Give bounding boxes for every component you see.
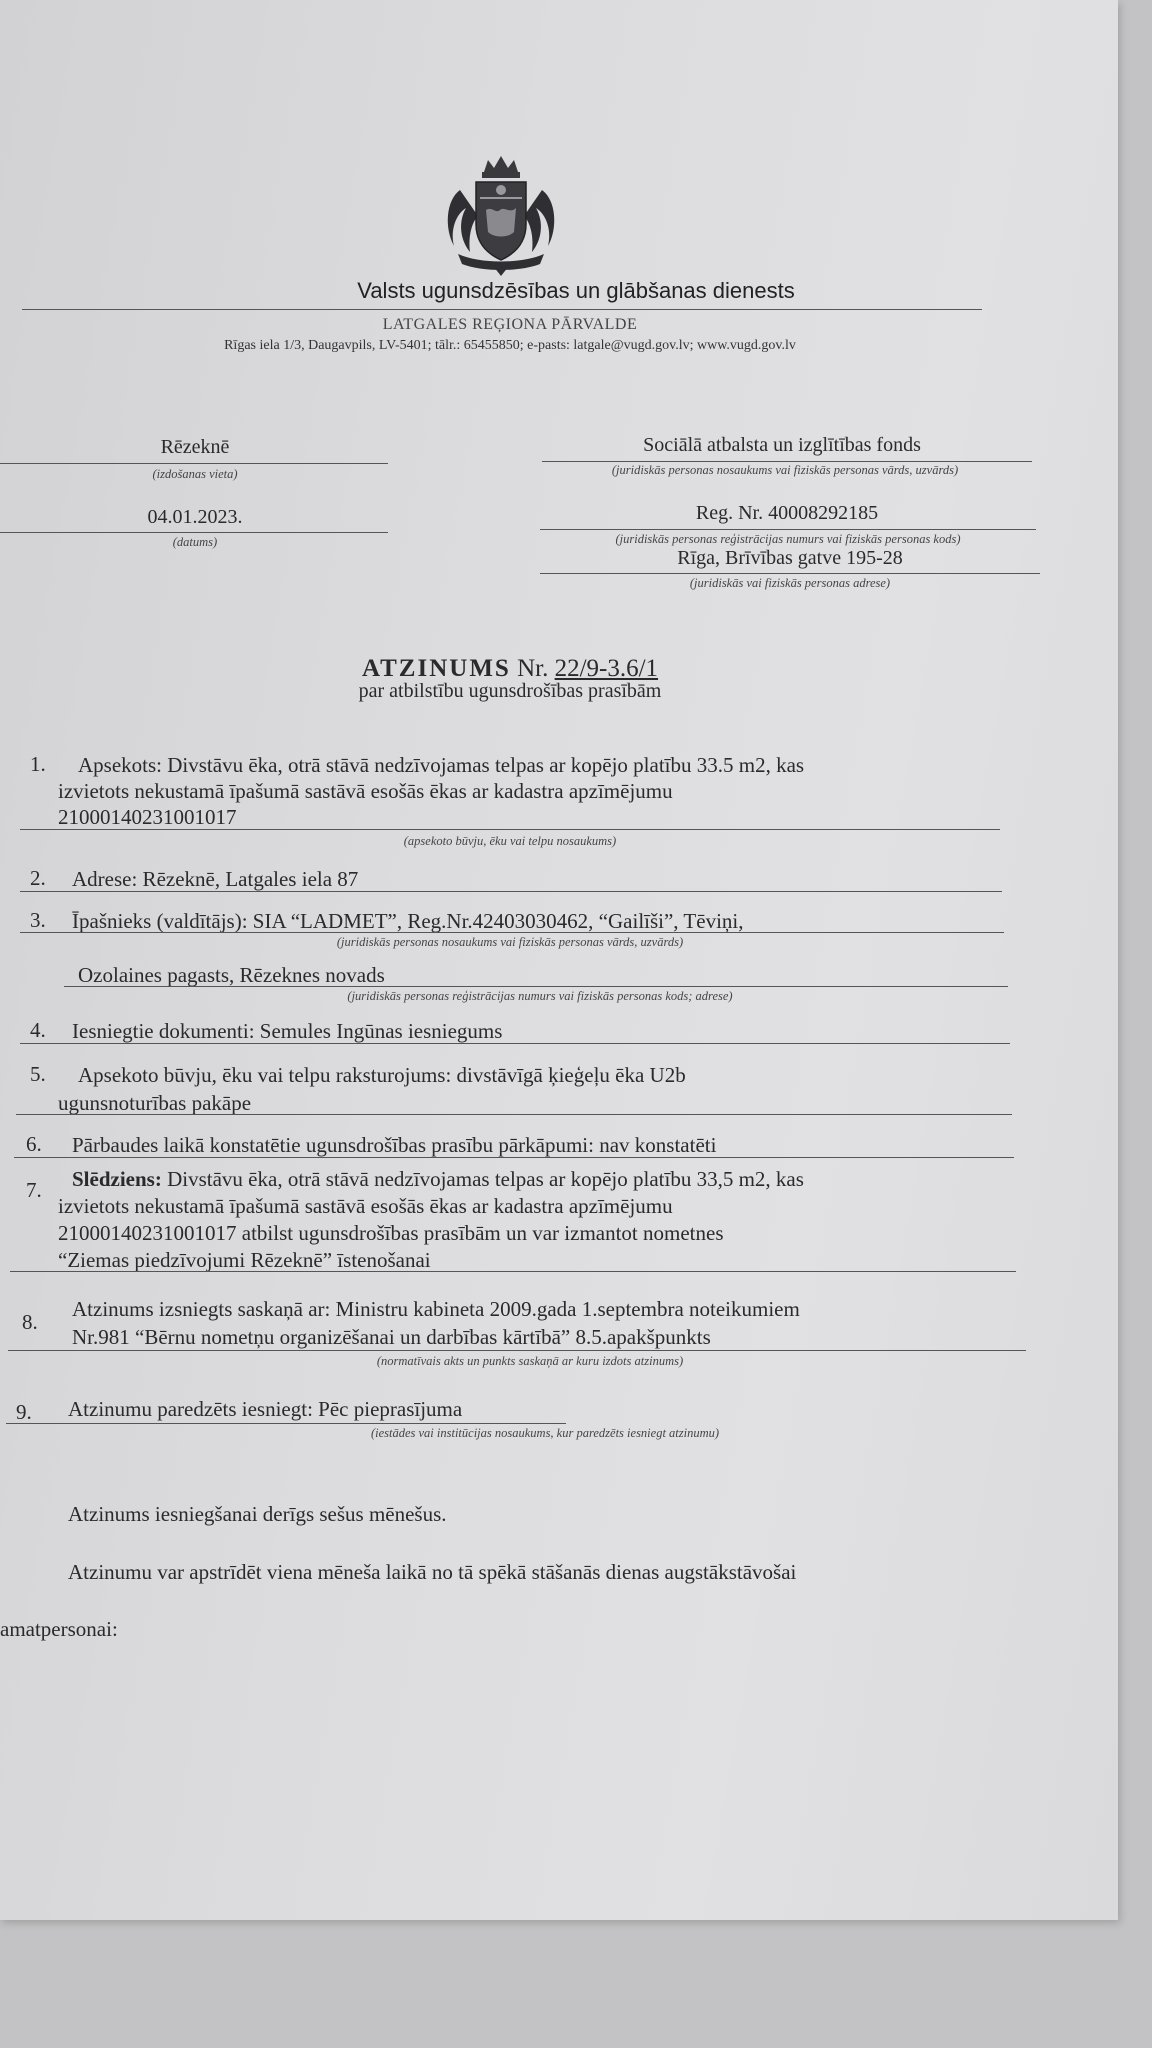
appeal-note-line1: Atzinumu var apstrīdēt viena mēneša laikā no tā spēkā stāšanās dienas augstākstāvošai [68,1560,797,1584]
place-underline [0,463,388,464]
item8-underline [8,1350,1026,1351]
title-nr-label: Nr. [517,655,549,682]
item-number: 5. [30,1062,46,1086]
item8-caption: (normatīvais akts un punkts saskaņā ar kuru izdots atzinums) [376,1354,684,1368]
item9-line1: Atzinumu paredzēts iesniegt: Pēc pieprasījuma [68,1397,463,1421]
item-number: 4. [30,1018,46,1042]
item5-line2: ugunsnoturības pakāpe [58,1091,252,1115]
item7-line1-text: Divstāvu ēka, otrā stāvā nedzīvojamas telpas ar kopējo platību 33,5 m2, kas [167,1167,804,1191]
header-rule [22,309,982,310]
item-number: 2. [30,866,46,890]
item-number: 3. [30,908,46,932]
coat-of-arms-icon [440,150,562,278]
issue-date-caption: (datums) [172,535,218,549]
title-word: ATZINUMS [361,655,511,682]
address-caption: (juridiskās vai fiziskās personas adrese) [689,576,891,590]
item2-underline [20,891,1002,892]
item6-underline [14,1157,1014,1158]
item-number: 7. [26,1178,42,1202]
item8-line1: Atzinums izsniegts saskaņā ar: Ministru kabineta 2009.gada 1.septembra noteikumiem [72,1297,800,1321]
item7-line4: “Ziemas piedzīvojumi Rēzeknē” īstenošanai [58,1248,431,1272]
reg-no-caption: (juridiskās personas reģistrācijas numurs vai fiziskās personas kods) [615,532,961,546]
region-name: LATGALES REĢIONA PĀRVALDE [382,316,638,333]
issue-place: Rēzeknē [160,436,230,458]
item-number: 9. [16,1400,32,1424]
address-underline [540,573,1040,574]
item5-underline [16,1114,1012,1115]
item1-line3: 21000140231001017 [58,805,237,829]
item5-line1: Apsekoto būvju, ēku vai telpu raksturojums: divstāvīgā ķieģeļu ēka U2b [78,1063,686,1087]
organization-name: Valsts ugunsdzēsības un glābšanas dienests [357,278,795,303]
item8-line2: Nr.981 “Bērnu nometņu organizēšanai un darbības kārtībā” 8.5.apakšpunkts [72,1325,711,1349]
item4-line1: Iesniegtie dokumenti: Semules Ingūnas iesniegums [72,1019,503,1043]
conclusion-label: Slēdziens: [72,1167,162,1191]
item-number: 1. [30,752,46,776]
recipient-name: Sociālā atbalsta un izglītības fonds [643,434,921,456]
date-underline [0,532,388,533]
item7-underline [10,1271,1016,1272]
item3-caption2: (juridiskās personas reģistrācijas numurs vai fiziskās personas kods; adrese) [347,989,733,1003]
item3-line1: Īpašnieks (valdītājs): SIA “LADMET”, Reg.Nr.42403030462, “Gailīši”, Tēviņi, [72,909,744,933]
item9-caption: (iestādes vai institūcijas nosaukums, kur paredzēts iesniegt atzinumu) [370,1426,720,1440]
item3-underline2 [64,986,1008,987]
reg-underline [540,529,1036,530]
item1-caption: (apsekoto būvju, ēku vai telpu nosaukums) [403,834,617,848]
recipient-address: Rīga, Brīvības gatve 195-28 [677,547,903,569]
item3-underline1 [20,932,1004,933]
issue-date: 04.01.2023. [147,506,243,528]
title-number: 22/9-3.6/1 [554,655,659,682]
contact-info: Rīgas iela 1/3, Daugavpils, LV-5401; tālr.: 65455850; e-pasts: latgale@vugd.gov.lv; www.vugd.gov.lv [224,338,796,353]
item-number: 8. [22,1310,38,1334]
item1-line1: Apsekots: Divstāvu ēka, otrā stāvā nedzīvojamas telpas ar kopējo platību 33.5 m2, kas [78,753,805,777]
issue-place-caption: (izdošanas vieta) [152,467,238,481]
item7-line1 [72,1166,804,1192]
recipient-reg-no: Reg. Nr. 40008292185 [695,502,879,524]
validity-note: Atzinums iesniegšanai derīgs sešus mēnešus. [68,1502,447,1526]
item7-line2: izvietots nekustamā īpašumā sastāvā esošās ēkas ar kadastra apzīmējumu [58,1194,673,1218]
item3-line2: Ozolaines pagasts, Rēzeknes novads [78,963,385,987]
item-number: 6. [26,1132,42,1156]
item9-underline [6,1423,566,1424]
item1-line2: izvietots nekustamā īpašumā sastāvā esošās ēkas ar kadastra apzīmējumu [58,779,673,803]
item1-underline [20,829,1000,830]
item4-underline [20,1043,1010,1044]
item2-line1: Adrese: Rēzeknē, Latgales iela 87 [72,867,359,891]
document-subtitle: par atbilstību ugunsdrošības prasībām [358,680,662,702]
recipient-underline [542,461,1032,462]
item6-line1: Pārbaudes laikā konstatētie ugunsdrošības prasību pārkāpumi: nav konstatēti [72,1133,717,1157]
recipient-caption: (juridiskās personas nosaukums vai fiziskās personas vārds, uzvārds) [611,463,959,477]
document-title [0,655,1020,683]
appeal-note-line2: amatpersonai: [0,1617,118,1641]
item7-line3: 21000140231001017 atbilst ugunsdrošības prasībām un var izmantot nometnes [58,1221,724,1245]
item3-caption1: (juridiskās personas nosaukums vai fiziskās personas vārds, uzvārds) [336,935,684,949]
